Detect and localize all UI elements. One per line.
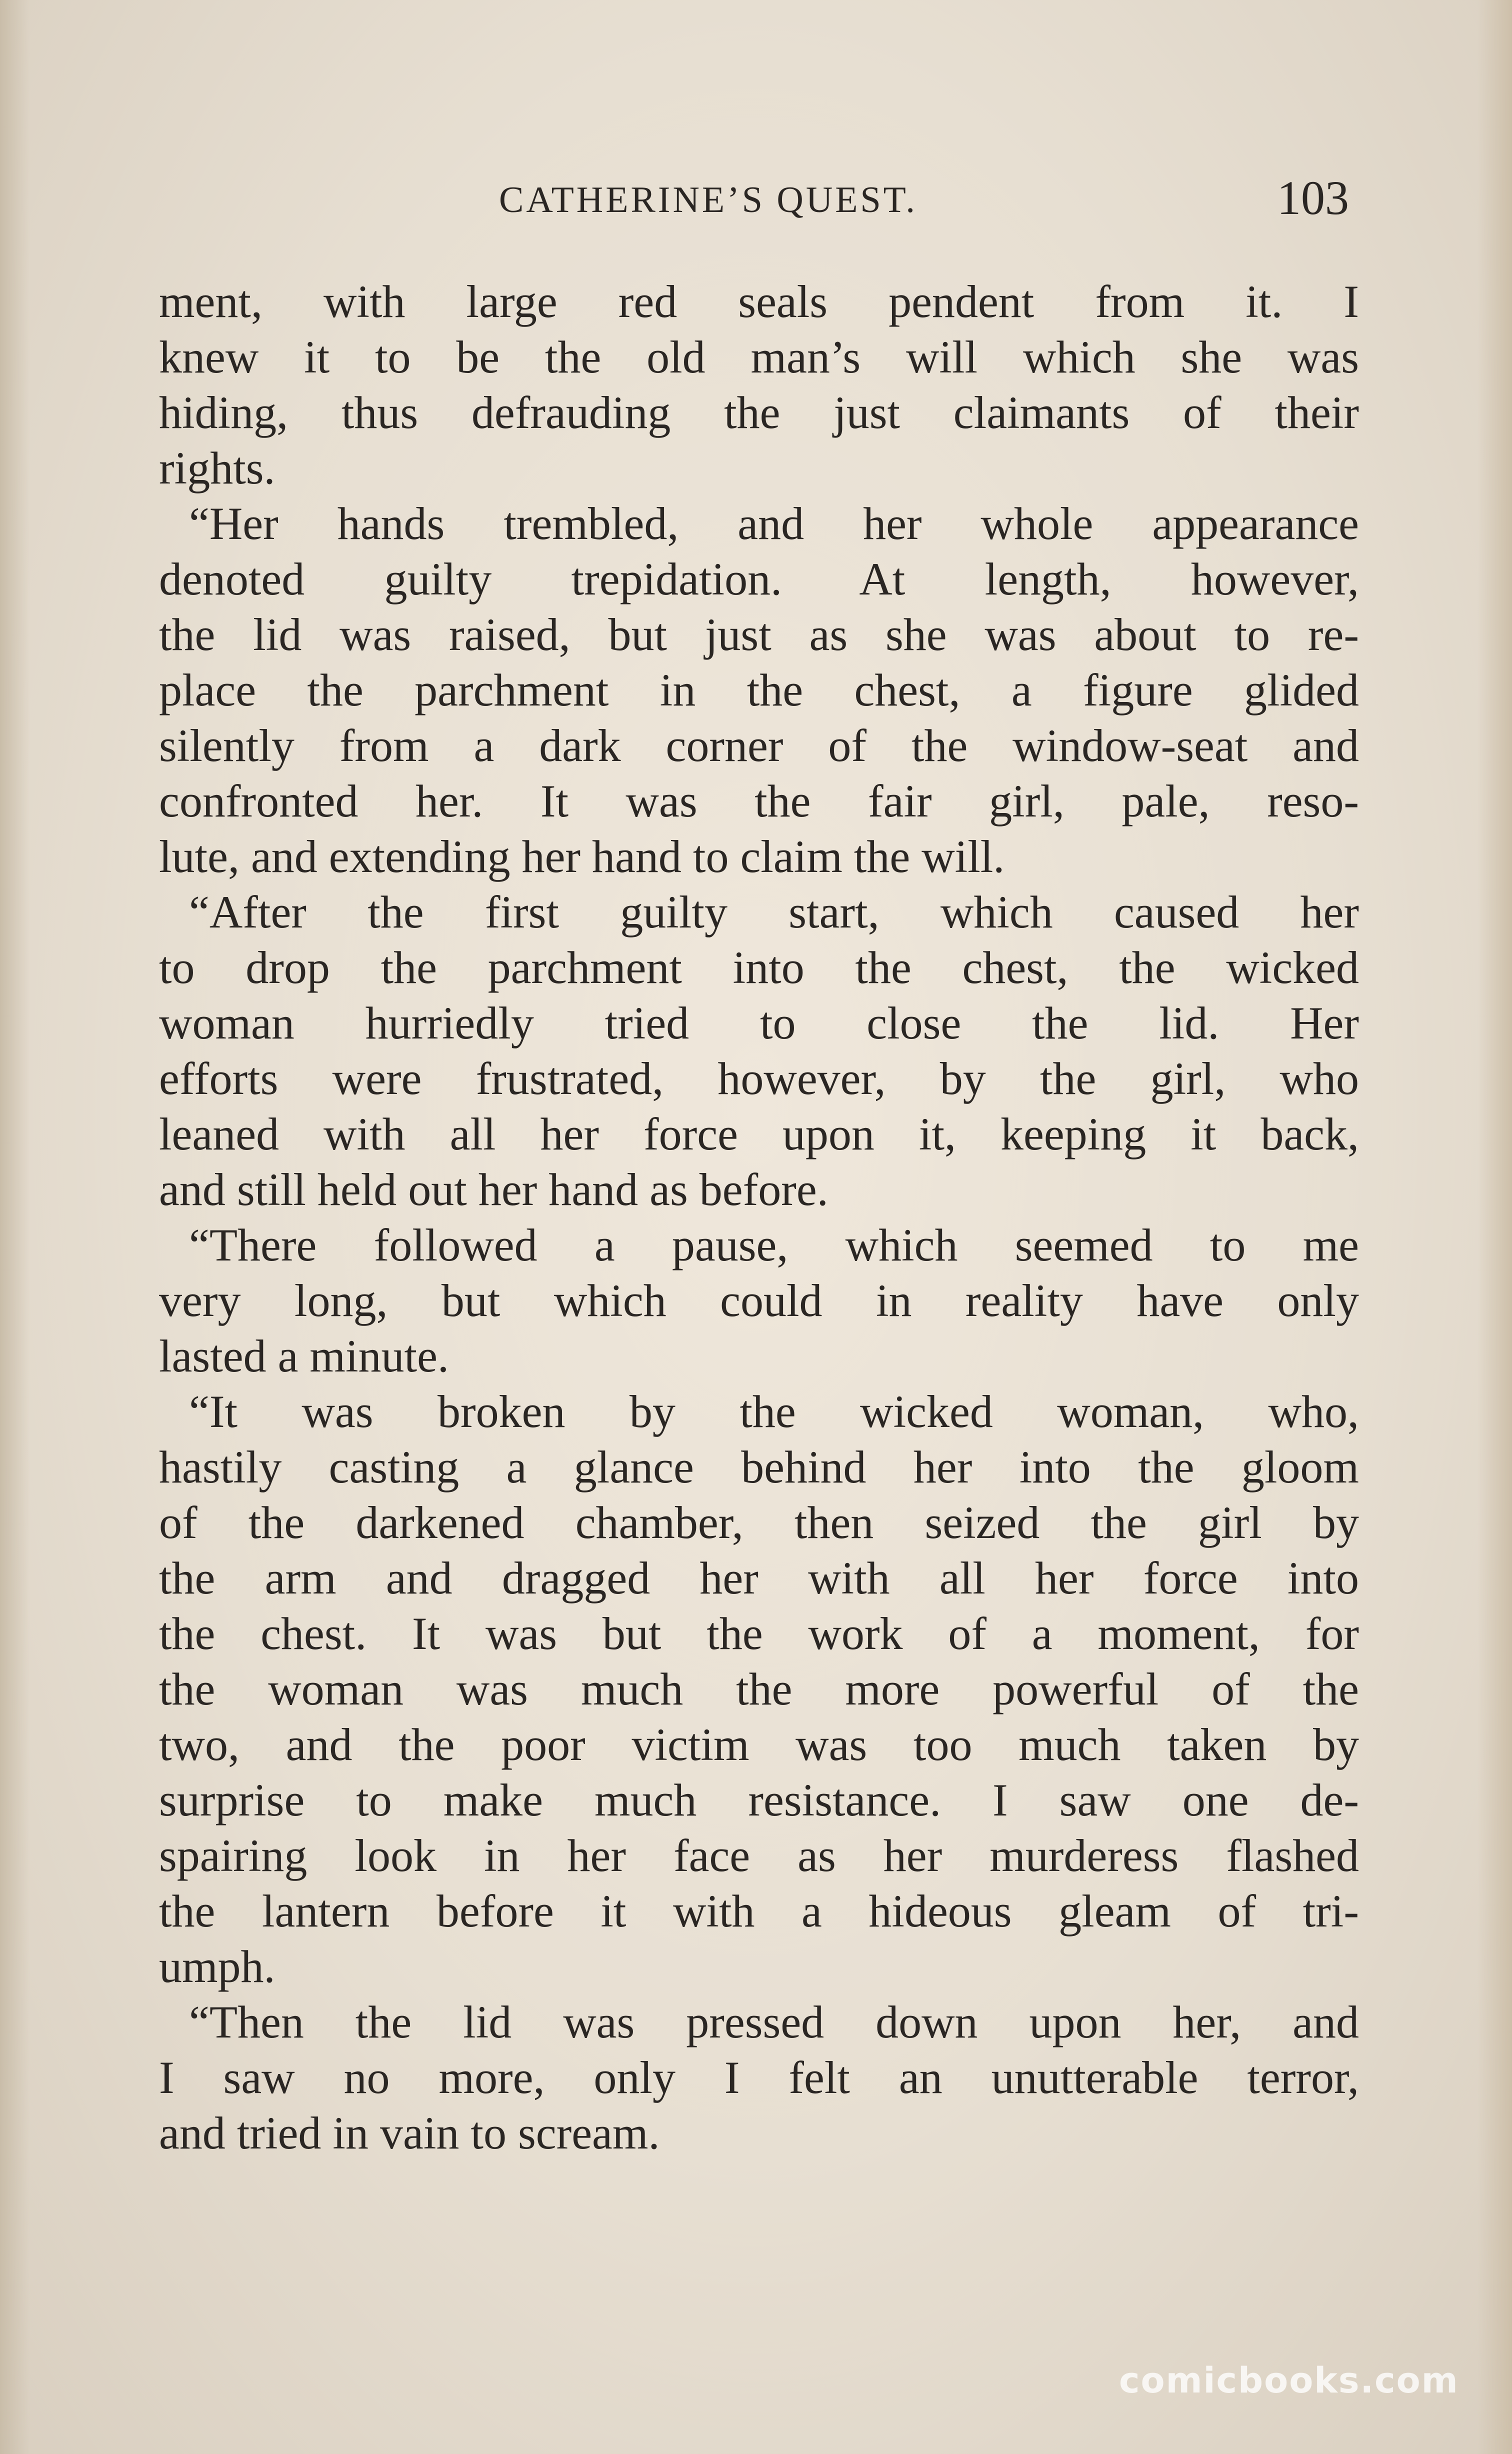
- text-line: of the darkened chamber, then seized the girl by: [159, 1497, 1359, 1548]
- text-line: the chest. It was but the work of a moment, for: [159, 1608, 1359, 1659]
- text-line: “Then the lid was pressed down upon her, and: [189, 1996, 1359, 2048]
- page-number: 103: [1277, 171, 1349, 224]
- text-line: umph.: [159, 1941, 276, 1992]
- page-edge-shadow-left: [0, 0, 30, 2454]
- text-line: ment, with large red seals pendent from it. I: [159, 276, 1359, 327]
- text-line: I saw no more, only I felt an unutterable terror,: [159, 2052, 1359, 2103]
- page-edge-shadow-right: [1477, 0, 1512, 2454]
- text-line: spairing look in her face as her murderess flashed: [159, 1830, 1359, 1881]
- running-head: CATHERINE’S QUEST.: [499, 180, 918, 220]
- text-line: confronted her. It was the fair girl, pale, reso-: [159, 776, 1359, 826]
- text-line: the lid was raised, but just as she was about to re-: [159, 609, 1359, 660]
- text-line: rights.: [159, 442, 276, 494]
- text-line: to drop the parchment into the chest, the wicked: [159, 942, 1359, 993]
- text-line: lasted a minute.: [159, 1330, 449, 1382]
- text-line: very long, but which could in reality have only: [159, 1275, 1359, 1326]
- text-line: efforts were frustrated, however, by the girl, who: [159, 1053, 1359, 1104]
- text-line: the woman was much the more powerful of the: [159, 1664, 1359, 1714]
- text-line: woman hurriedly tried to close the lid. Her: [159, 998, 1359, 1048]
- text-line: leaned with all her force upon it, keeping it back,: [159, 1108, 1359, 1160]
- text-line: “There followed a pause, which seemed to me: [189, 1220, 1359, 1270]
- text-line: lute, and extending her hand to claim the will.: [159, 831, 1005, 882]
- text-line: “After the first guilty start, which caused her: [189, 886, 1359, 938]
- text-line: surprise to make much resistance. I saw one de-: [159, 1774, 1359, 1826]
- text-line: place the parchment in the chest, a figure glided: [159, 664, 1359, 716]
- text-line: denoted guilty trepidation. At length, however,: [159, 554, 1359, 604]
- text-line: “Her hands trembled, and her whole appearance: [189, 498, 1359, 549]
- text-line: hastily casting a glance behind her into the gloom: [159, 1442, 1359, 1492]
- text-line: the lantern before it with a hideous gleam of tri-: [159, 1886, 1359, 1936]
- text-line: silently from a dark corner of the window-seat and: [159, 720, 1359, 771]
- body-text: [159, 274, 1359, 2161]
- text-line: knew it to be the old man’s will which she was: [159, 332, 1359, 382]
- page-header: [159, 170, 1359, 225]
- watermark: comicbooks.com: [1119, 2360, 1459, 2401]
- text-line: “It was broken by the wicked woman, who,: [189, 1386, 1359, 1437]
- text-line: and tried in vain to scream.: [159, 2108, 660, 2158]
- text-line: two, and the poor victim was too much taken by: [159, 1719, 1359, 1770]
- text-line: the arm and dragged her with all her force into: [159, 1552, 1359, 1604]
- text-line: hiding, thus defrauding the just claimants of their: [159, 387, 1359, 438]
- text-line: and still held out her hand as before.: [159, 1164, 828, 1215]
